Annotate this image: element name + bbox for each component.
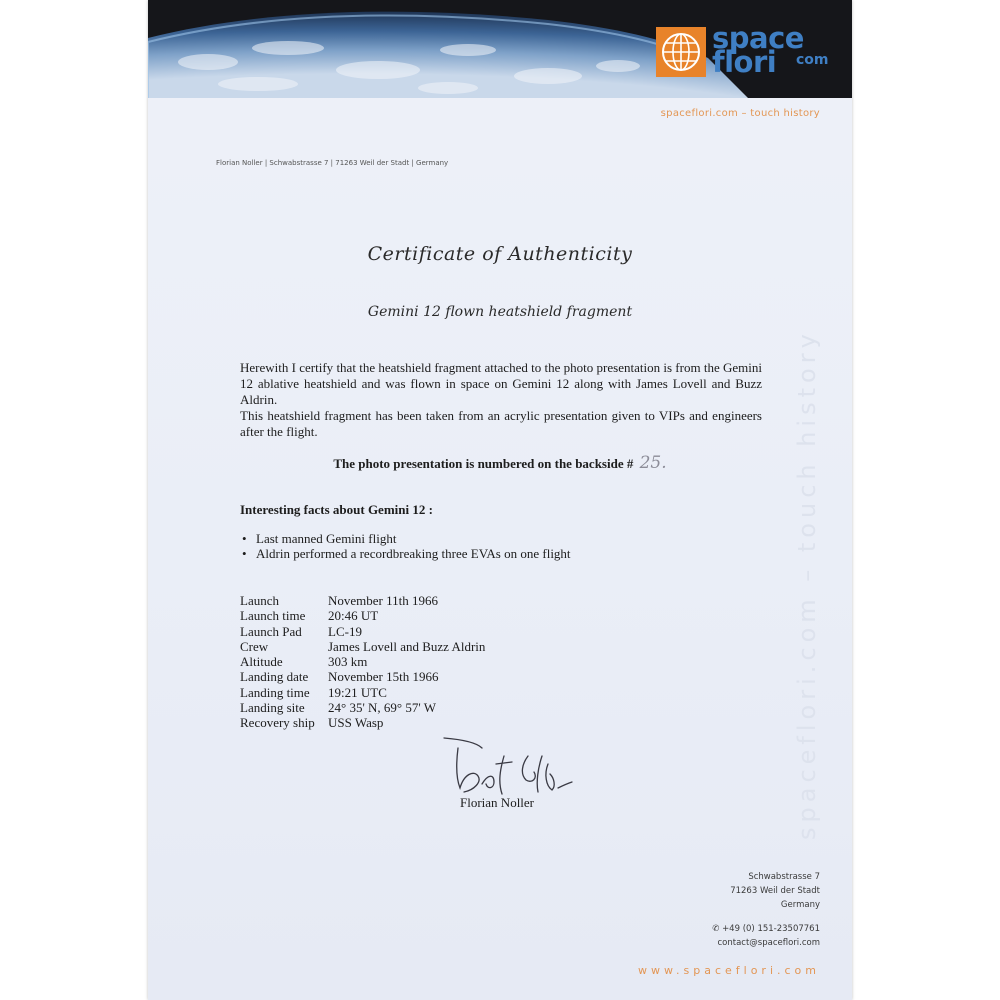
address-street: Schwabstrasse 7 <box>748 872 820 882</box>
numbered-statement <box>148 453 852 473</box>
vertical-watermark: spaceflori.com – touch history <box>793 329 821 840</box>
spec-value: USS Wasp <box>328 715 384 731</box>
tagline: spaceflori.com – touch history <box>660 108 820 119</box>
certificate-page <box>148 0 852 1000</box>
address-phone: +49 (0) 151-23507761 <box>722 924 820 934</box>
logo-suffix: com <box>796 52 829 68</box>
spec-label: Launch <box>240 593 279 608</box>
spec-value: 24° 35' N, 69° 57' W <box>328 700 437 716</box>
list-item <box>240 546 571 561</box>
spec-row <box>240 608 485 623</box>
spec-value: November 15th 1966 <box>328 669 439 685</box>
certificate-subtitle: Gemini 12 flown heatshield fragment <box>367 304 633 320</box>
logo-word-flori: flori <box>712 45 777 79</box>
address-email: contact@spaceflori.com <box>717 938 820 948</box>
spec-value: 303 km <box>328 654 368 670</box>
fact-text: Aldrin performed a recordbreaking three EVAs on one flight <box>256 546 571 561</box>
earth-banner <box>148 0 852 98</box>
spec-label: Launch time <box>240 608 306 624</box>
sender-line: Florian Noller | Schwabstrasse 7 | 71263 Weil der Stadt | Germany <box>216 159 449 167</box>
logo-word-space: space <box>712 21 804 55</box>
spec-row <box>240 639 485 654</box>
certificate-title: Certificate of Authenticity <box>367 243 633 265</box>
facts-heading: Interesting facts about Gemini 12 : <box>240 502 433 517</box>
facts-list <box>240 531 571 561</box>
address-city: 71263 Weil der Stadt <box>730 886 820 896</box>
spec-label: Altitude <box>240 654 283 670</box>
spec-value: 19:21 UTC <box>328 684 387 700</box>
spec-row <box>240 654 485 669</box>
body-paragraph-1: Herewith I certify that the heatshield fragment attached to the photo presentation is from the Gemini 12 ablative heatshield and was flown in space on Gemini 12 along with James Lovell and Buzz Aldrin. <box>240 360 762 407</box>
spec-row <box>240 700 485 715</box>
handwritten-number: 25. <box>639 453 667 473</box>
spec-label: Launch Pad <box>240 623 302 639</box>
mission-specs <box>240 593 485 731</box>
phone-icon: ✆ <box>712 924 723 934</box>
bullet-icon: • <box>242 546 247 561</box>
spec-label: Crew <box>240 638 269 654</box>
numbered-text: The photo presentation is numbered on the backside # <box>333 456 634 471</box>
spec-row <box>240 669 485 684</box>
body-paragraph-2: This heatshield fragment has been taken from an acrylic presentation given to VIPs and engineers after the flight. <box>240 408 762 439</box>
list-item <box>240 531 571 546</box>
handwritten-signature <box>438 734 578 800</box>
address-gap <box>712 912 820 922</box>
spaceflori-logo <box>656 21 829 79</box>
certificate-body <box>240 360 762 440</box>
spec-value: 20:46 UT <box>328 608 379 624</box>
spec-label: Recovery ship <box>240 715 315 731</box>
spec-row <box>240 593 485 608</box>
spec-value: LC-19 <box>328 623 362 639</box>
contact-address <box>712 870 820 950</box>
spec-row <box>240 685 485 700</box>
spec-label: Landing date <box>240 669 309 685</box>
spec-label: Landing site <box>240 700 305 716</box>
fact-text: Last manned Gemini flight <box>256 531 397 546</box>
spec-row <box>240 715 485 730</box>
spec-value: James Lovell and Buzz Aldrin <box>328 638 486 654</box>
spec-value: November 11th 1966 <box>328 593 438 608</box>
bullet-icon: • <box>242 531 247 546</box>
signatory-name: Florian Noller <box>460 795 535 810</box>
spec-row <box>240 624 485 639</box>
globe-grid-icon <box>656 27 706 77</box>
address-phone-row <box>712 922 820 936</box>
address-country: Germany <box>780 900 820 910</box>
footer-url: www.spaceflori.com <box>638 964 820 977</box>
spec-label: Landing time <box>240 684 310 700</box>
